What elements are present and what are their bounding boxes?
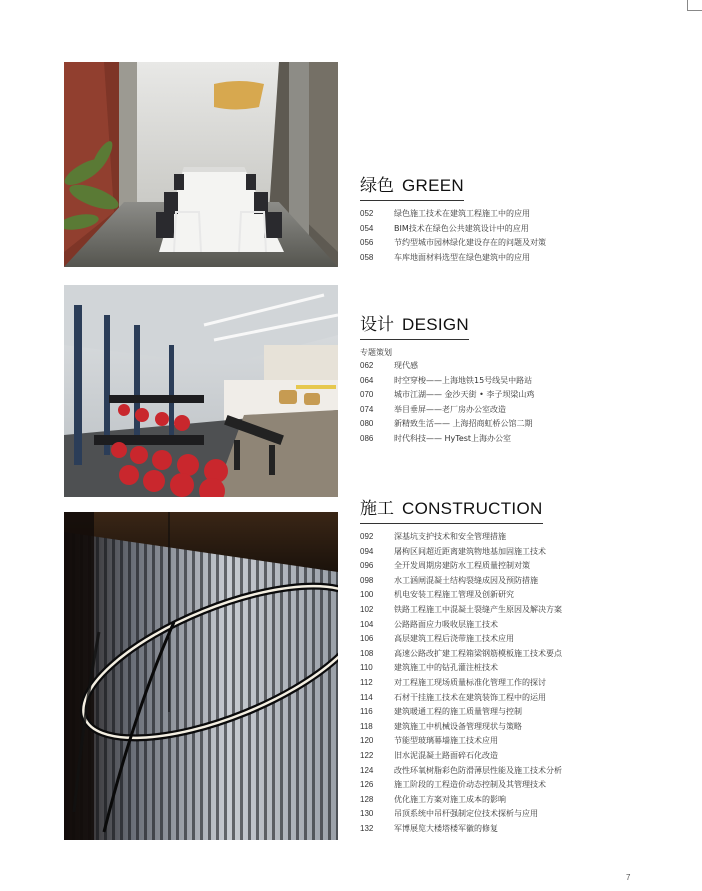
toc-entry[interactable] xyxy=(360,574,660,589)
toc-entry[interactable] xyxy=(360,359,660,374)
article-title: 建筑施工中的钻孔灌注桩技术 xyxy=(394,663,498,673)
page-ref: 120 xyxy=(360,736,374,746)
page-ref: 122 xyxy=(360,750,374,760)
article-title: 绿色施工技术在建筑工程施工中的应用 xyxy=(394,209,530,218)
toc-entry[interactable] xyxy=(360,603,660,618)
toc-entry[interactable] xyxy=(360,778,660,793)
toc-entry[interactable] xyxy=(360,807,660,822)
page-ref: 108 xyxy=(360,648,374,658)
article-title: 全开发周期房建防水工程质量控制对策 xyxy=(394,561,530,571)
article-title: 改性环氧树脂彩色防滑薄层性能及施工技术分析 xyxy=(394,765,562,775)
article-title: 屠枸区间超近距离建筑物地基加固施工技术 xyxy=(394,546,546,556)
heading-zh: 设计 xyxy=(360,315,394,335)
toc-entry[interactable] xyxy=(360,222,660,237)
page-ref: 058 xyxy=(360,252,374,262)
heading-en: CONSTRUCTION xyxy=(402,499,543,518)
article-title: 深基坑支护技术和安全管理措施 xyxy=(394,532,506,541)
conference-room-photo xyxy=(64,62,338,267)
toc-entry[interactable] xyxy=(360,417,660,432)
page-ref: 052 xyxy=(360,209,374,218)
heading-en: DESIGN xyxy=(402,315,469,334)
toc-list xyxy=(360,530,660,836)
article-title: 节约型城市园林绿化建设存在的问题及对策 xyxy=(394,238,546,248)
page-ref: 098 xyxy=(360,575,374,585)
article-title: 城市江湖—— 金沙天街 • 李子坝梁山鸡 xyxy=(394,390,535,400)
toc-entry[interactable] xyxy=(360,618,660,633)
toc-entry[interactable] xyxy=(360,559,660,574)
heading-zh: 绿色 xyxy=(360,176,394,196)
page-ref: 110 xyxy=(360,663,373,673)
article-title: 施工阶段的工程造价动态控制及其管理技术 xyxy=(394,780,546,790)
article-title: 石材干挂施工技术在建筑装饰工程中的运用 xyxy=(394,692,546,702)
toc-entry[interactable] xyxy=(360,705,660,720)
toc-entry[interactable] xyxy=(360,588,660,603)
article-title: 水工涵闸混凝土结构裂缝成因及预防措施 xyxy=(394,575,538,585)
toc-entry[interactable] xyxy=(360,388,660,403)
page-ref: 114 xyxy=(360,692,373,702)
page-ref: 056 xyxy=(360,238,374,248)
toc-entry[interactable] xyxy=(360,236,660,251)
section-green xyxy=(360,175,660,265)
article-title: 时空穿梭——上海地铁15号线吴中路站 xyxy=(394,375,533,385)
article-title: 节能型玻璃幕墙施工技术应用 xyxy=(394,736,498,746)
page-ref: 092 xyxy=(360,532,374,541)
page-ref: 064 xyxy=(360,375,374,385)
page-ref: 128 xyxy=(360,794,374,804)
article-title: 建筑施工中机械设备管理现状与策略 xyxy=(394,721,522,731)
section-design xyxy=(360,314,660,447)
toc-entry[interactable] xyxy=(360,734,660,749)
article-title: 时代科技—— HyTest上海办公室 xyxy=(394,433,512,443)
toc-entry[interactable] xyxy=(360,661,660,676)
page-ref: 104 xyxy=(360,619,374,629)
article-title: 举目垂屏——老厂房办公室改造 xyxy=(394,404,506,414)
page-ref: 054 xyxy=(360,223,374,233)
toc-entry[interactable] xyxy=(360,764,660,779)
page-ref: 132 xyxy=(360,823,374,833)
toc-entry[interactable] xyxy=(360,691,660,706)
page-ref: 080 xyxy=(360,419,374,429)
article-title: 铁路工程施工中混凝土裂缝产生原因及解决方案 xyxy=(394,604,562,614)
article-title: 现代感 xyxy=(394,361,418,370)
special-feature-label: 专题策划 xyxy=(360,348,392,357)
article-title: 公路路面应力吸收层施工技术 xyxy=(394,619,498,629)
ring-lamp-slats-photo xyxy=(64,512,338,840)
gym-photo xyxy=(64,285,338,497)
toc-entry[interactable] xyxy=(360,749,660,764)
section-heading xyxy=(360,175,464,201)
section-heading xyxy=(360,498,543,524)
toc-entry[interactable] xyxy=(360,251,660,266)
article-title: 车库地面材料选型在绿色建筑中的应用 xyxy=(394,252,530,262)
article-title: 军博展览大楼塔楼军徽的修复 xyxy=(394,823,498,833)
article-title: BIM技术在绿色公共建筑设计中的应用 xyxy=(394,223,529,233)
section-heading xyxy=(360,314,469,340)
toc-entry[interactable] xyxy=(360,403,660,418)
page-ref: 070 xyxy=(360,390,374,400)
toc-entry[interactable] xyxy=(360,530,660,545)
page-ref: 062 xyxy=(360,361,374,370)
page-ref: 126 xyxy=(360,780,374,790)
article-title: 高层建筑工程后浇带施工技术应用 xyxy=(394,634,514,644)
page-ref: 074 xyxy=(360,404,374,414)
article-title: 高速公路改扩建工程箱梁钢筋模板施工技术要点 xyxy=(394,648,562,658)
toc-entry[interactable] xyxy=(360,632,660,647)
page-ref: 096 xyxy=(360,561,374,571)
toc-list xyxy=(360,359,660,447)
page-number: 7 xyxy=(626,873,631,882)
toc-entry[interactable] xyxy=(360,793,660,808)
article-title: 建筑暖通工程的施工质量管理与控制 xyxy=(394,707,522,717)
toc-entry[interactable] xyxy=(360,720,660,735)
page-ref: 100 xyxy=(360,590,374,600)
article-title: 吊顶系统中吊杆强制定位技术探析与应用 xyxy=(394,809,538,819)
page-ref: 094 xyxy=(360,546,374,556)
page-ref: 106 xyxy=(360,634,374,644)
article-title: 优化施工方案对施工成本的影响 xyxy=(394,794,506,804)
toc-entry[interactable] xyxy=(360,822,660,837)
page-ref: 086 xyxy=(360,433,374,443)
page-ref: 118 xyxy=(360,721,373,731)
toc-entry[interactable] xyxy=(360,647,660,662)
article-title: 对工程施工现场质量标准化管理工作的探讨 xyxy=(394,677,546,687)
page-ref: 124 xyxy=(360,765,374,775)
toc-entry[interactable] xyxy=(360,374,660,389)
article-title: 旧水泥混凝土路面碎石化改造 xyxy=(394,750,498,760)
corner-crop-mark xyxy=(687,0,702,11)
page-ref: 102 xyxy=(360,604,374,614)
toc-entry[interactable] xyxy=(360,676,660,691)
toc-entry[interactable] xyxy=(360,545,660,560)
toc-list xyxy=(360,207,660,265)
page-ref: 112 xyxy=(360,677,373,687)
page-ref: 130 xyxy=(360,809,374,819)
toc-entry[interactable] xyxy=(360,432,660,447)
article-title: 机电安装工程施工管理及创新研究 xyxy=(394,590,514,600)
heading-zh: 施工 xyxy=(360,499,394,519)
page-ref: 116 xyxy=(360,707,373,717)
toc-entry[interactable] xyxy=(360,207,660,222)
article-title: 新精致生活—— 上海招商虹桥公馆二期 xyxy=(394,419,533,429)
heading-en: GREEN xyxy=(402,176,464,195)
section-construction xyxy=(360,498,660,836)
